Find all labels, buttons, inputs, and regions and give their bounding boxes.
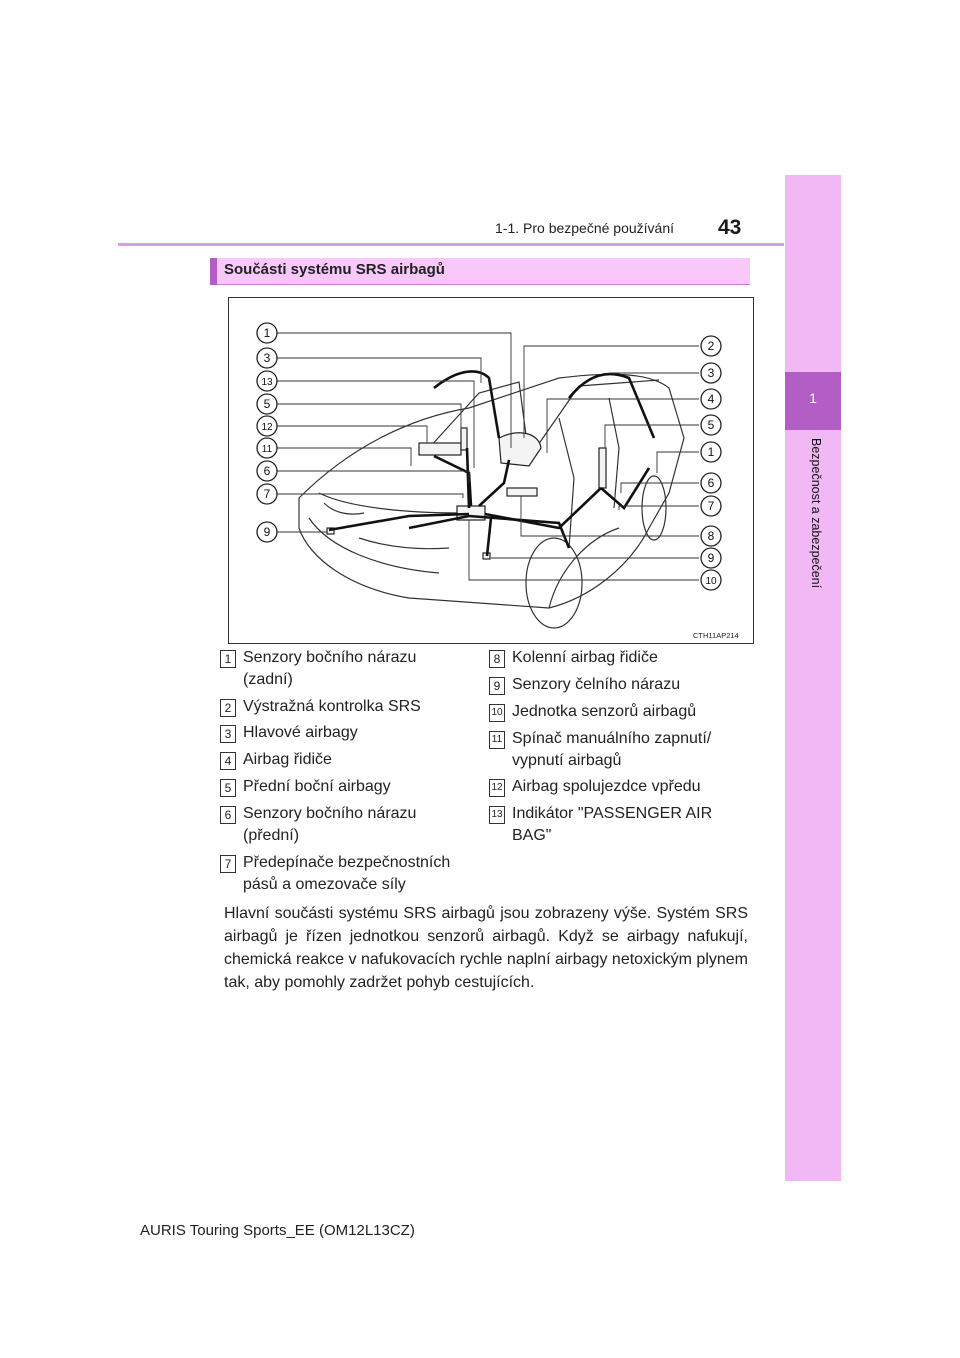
side-tab-number: 1 [809,390,817,406]
legend-left-item-2 [243,696,421,718]
legend-left-item-1-line2: (zadní) [243,671,293,688]
callout-left-13-label: 13 [261,377,273,388]
callout-right-3-label: 3 [707,366,715,380]
callout-right-9-label: 9 [707,551,715,565]
legend-left-item-1-line1: Senzory bočního nárazu [243,649,417,666]
callout-right-5-label: 5 [707,418,715,432]
legend-right-item-11 [512,728,711,772]
legend-left-item-5 [243,776,391,798]
legend-right-item-10 [512,701,696,723]
callout-right-4-label: 4 [707,392,715,406]
callout-left-9-label: 9 [263,525,271,539]
side-tab [785,175,841,1181]
callout-left-1-label: 1 [263,326,271,340]
legend-left-item-4-line1: Airbag řidiče [243,751,332,768]
srs-diagram [228,297,754,644]
callout-right-1-label: 1 [707,445,715,459]
figure-code: CTH11AP214 [693,631,739,640]
body-paragraph: Hlavní součásti systému SRS airbagů jsou zobrazeny výše. Systém SRS airbagů je řízen jednotkou senzorů airbagů. Když se airbagy nafukují, chemická reakce v nafukovacích rychle naplní airbagy netoxickým plynem tak, aby pomohly zadržet pohyb cestujících. [224,905,748,991]
legend-right-number-9: 9 [489,677,505,695]
legend-right-item-10-line1: Jednotka senzorů airbagů [512,703,697,720]
legend-right-item-9-line1: Senzory čelního nárazu [512,676,681,693]
legend-right-item-12-line1: Airbag spolujezdce vpředu [512,778,701,795]
legend-right-item-8-line1: Kolenní airbag řidiče [512,649,658,666]
legend-right-item-13-line1: Indikátor "PASSENGER AIR [512,805,713,822]
callout-bubbles [229,298,753,643]
legend-right-number-13: 13 [489,806,505,824]
legend-left-item-5-line1: Přední boční airbagy [243,778,391,795]
legend-left-number-4: 4 [220,752,236,770]
legend-left-item-3 [243,722,358,744]
legend-left-item-4 [243,749,332,771]
legend-left-number-7: 7 [220,855,236,873]
callout-left-12-label: 12 [261,422,273,433]
legend-right-item-11-line2: vypnutí airbagů [512,752,622,769]
callout-left-6-label: 6 [263,464,271,478]
legend-left-item-7 [243,852,450,896]
legend-right-item-13-line2: BAG" [512,827,552,844]
callout-right-8-label: 8 [707,529,715,543]
callout-left-7-label: 7 [263,487,271,501]
legend-right-number-12: 12 [489,779,505,797]
legend-left-number-2: 2 [220,699,236,717]
legend-left-item-6-line2: (přední) [243,827,300,844]
legend-right-item-9 [512,674,680,696]
section-heading-marker [210,258,217,285]
footer-model-code: AURIS Touring Sports_EE (OM12L13CZ) [140,1222,415,1239]
legend-left-number-1: 1 [220,650,236,668]
callout-right-10-label: 10 [705,576,717,587]
legend-left-item-3-line1: Hlavové airbagy [243,724,358,741]
chapter-title: 1-1. Pro bezpečné používání [495,220,675,236]
page-number: 43 [718,216,742,239]
callout-right-6-label: 6 [707,476,715,490]
legend-left-item-1 [243,647,416,691]
legend-left-item-6-line1: Senzory bočního nárazu [243,805,417,822]
section-title: Součásti systému SRS airbagů [224,261,445,278]
legend-left-number-5: 5 [220,779,236,797]
legend-left-number-6: 6 [220,806,236,824]
legend-right-number-11: 11 [489,731,505,749]
side-tab-label: Bezpečnost a zabezpečení [809,438,823,589]
legend-left-item-2-line1: Výstražná kontrolka SRS [243,698,421,715]
legend-right-number-8: 8 [489,650,505,668]
legend-right-item-11-line1: Spínač manuálního zapnutí/ [512,730,712,747]
legend-right-item-13 [512,803,712,847]
callout-left-11-label: 11 [261,444,273,455]
legend-left-item-7-line2: pásů a omezovače síly [243,876,406,893]
legend-right-item-8 [512,647,658,669]
callout-right-7-label: 7 [707,499,715,513]
legend-left-item-6 [243,803,416,847]
callout-left-3-label: 3 [263,351,271,365]
callout-left-5-label: 5 [263,397,271,411]
legend-left-item-7-line1: Předepínače bezpečnostních [243,854,451,871]
callout-right-2-label: 2 [707,339,715,353]
legend-right-item-12 [512,776,701,798]
legend-right-number-10: 10 [489,704,505,722]
header-rule [118,243,784,246]
legend-left-number-3: 3 [220,725,236,743]
